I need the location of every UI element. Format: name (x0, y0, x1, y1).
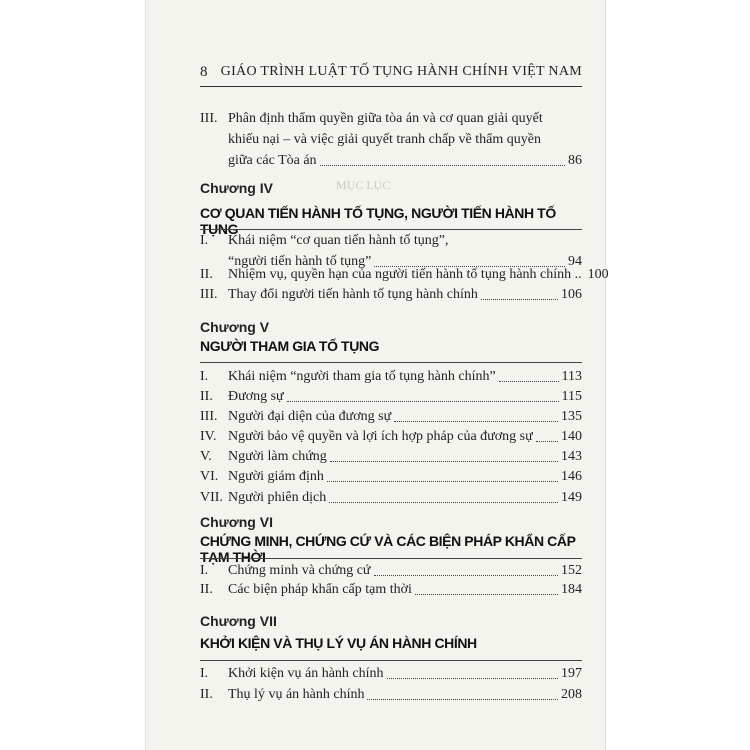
entry-text: Người đại diện của đương sự (228, 409, 392, 424)
dot-leader (415, 594, 558, 595)
toc-entry (200, 264, 609, 285)
entry-page: 152 (561, 563, 582, 578)
page-number: 8 (200, 64, 208, 80)
entry-page: 94 (568, 254, 582, 269)
entry-text: Các biện pháp khẩn cấp tạm thời (228, 582, 412, 597)
chapter-label: Chương V (200, 319, 270, 335)
entry-page: 143 (561, 449, 582, 464)
book-page (146, 0, 609, 750)
toc-entry (200, 284, 582, 305)
entry-roman: I. (200, 233, 209, 248)
chapter-rule (200, 660, 582, 661)
entry-roman: VI. (200, 469, 219, 484)
dot-leader (387, 678, 558, 679)
dot-leader (327, 481, 558, 482)
entry-roman: III. (200, 409, 218, 424)
toc-entry (200, 108, 582, 171)
entry-page: 86 (568, 153, 582, 168)
entry-roman: IV. (200, 429, 217, 444)
dot-leader (329, 502, 558, 503)
dot-leader (394, 421, 558, 422)
entry-page: 140 (561, 429, 582, 444)
dot-leader (330, 461, 558, 462)
show-through-text: MỤC LỤC (336, 178, 391, 192)
entry-text: Khái niệm “người tham gia tố tụng hành chính” (228, 369, 496, 384)
entry-text: Chứng minh và chứng cứ (228, 563, 371, 578)
entry-text: “người tiến hành tố tụng” (228, 254, 372, 269)
chapter-label: Chương VI (200, 514, 273, 530)
entry-text: Thụ lý vụ án hành chính (228, 687, 365, 702)
entry-text: khiếu nại – và việc giải quyết tranh chấp về thẩm quyền (228, 132, 541, 147)
running-title: GIÁO TRÌNH LUẬT TỐ TỤNG HÀNH CHÍNH VIỆT NAM (220, 64, 582, 79)
entry-roman: II. (200, 389, 213, 404)
chapter-title: NGƯỜI THAM GIA TỐ TỤNG (200, 338, 380, 354)
entry-roman: II. (200, 687, 213, 702)
chapter-rule (200, 362, 582, 363)
entry-text: giữa các Tòa án (228, 153, 317, 168)
dot-leader (287, 401, 559, 402)
entry-roman: II. (200, 267, 213, 282)
entry-page: 113 (561, 369, 582, 384)
entry-page: 208 (561, 687, 582, 702)
entry-text: Người bảo vệ quyền và lợi ích hợp pháp của đương sự (228, 429, 533, 444)
entry-text: Người làm chứng (228, 449, 327, 464)
chapter-title: KHỞI KIỆN VÀ THỤ LÝ VỤ ÁN HÀNH CHÍNH (200, 635, 477, 651)
entry-text: Khởi kiện vụ án hành chính (228, 666, 384, 681)
entry-text: Phân định thẩm quyền giữa tòa án và cơ quan giải quyết (228, 111, 543, 126)
entry-page: 106 (561, 287, 582, 302)
entry-text: Thay đổi người tiến hành tố tụng hành chính (228, 287, 478, 302)
chapter-label: Chương IV (200, 180, 273, 196)
dot-leader (320, 165, 565, 166)
chapter-title: CƠ QUAN TIẾN HÀNH TỐ TỤNG, NGƯỜI TIẾN HÀNH TỐ TỤNG (200, 205, 556, 237)
entry-text: Nhiệm vụ, quyền hạn của người tiến hành tố tụng hành chính .. (228, 267, 582, 282)
entry-text: Đương sự (228, 389, 284, 404)
entry-roman: III. (200, 287, 218, 302)
entry-roman: I. (200, 369, 209, 384)
entry-page: 146 (561, 469, 582, 484)
entry-page: 184 (561, 582, 582, 597)
entry-roman: III. (200, 111, 218, 126)
entry-roman: I. (200, 563, 209, 578)
entry-page: 197 (561, 666, 582, 681)
dot-leader (367, 699, 558, 700)
entry-text: Người phiên dịch (228, 490, 327, 505)
chapter-rule (200, 558, 582, 559)
chapter-title: CHỨNG MINH, CHỨNG CỨ VÀ CÁC BIỆN PHÁP KHẨN CẤP TẠM THỜI (200, 533, 576, 565)
entry-roman: I. (200, 666, 209, 681)
dot-leader (481, 299, 558, 300)
entry-page: 149 (561, 490, 582, 505)
entry-text: Người giám định (228, 469, 324, 484)
entry-page: 100 (587, 267, 609, 282)
entry-page: 115 (561, 389, 582, 404)
entry-roman: V. (200, 449, 212, 464)
entry-page: 135 (561, 409, 582, 424)
running-header (200, 60, 582, 87)
dot-leader (536, 441, 558, 442)
dot-leader (374, 575, 558, 576)
chapter-label: Chương VII (200, 613, 277, 629)
entry-roman: VII. (200, 490, 223, 505)
dot-leader (499, 381, 559, 382)
entry-text: Khái niệm “cơ quan tiến hành tố tụng”, (228, 233, 449, 248)
entry-roman: II. (200, 582, 213, 597)
